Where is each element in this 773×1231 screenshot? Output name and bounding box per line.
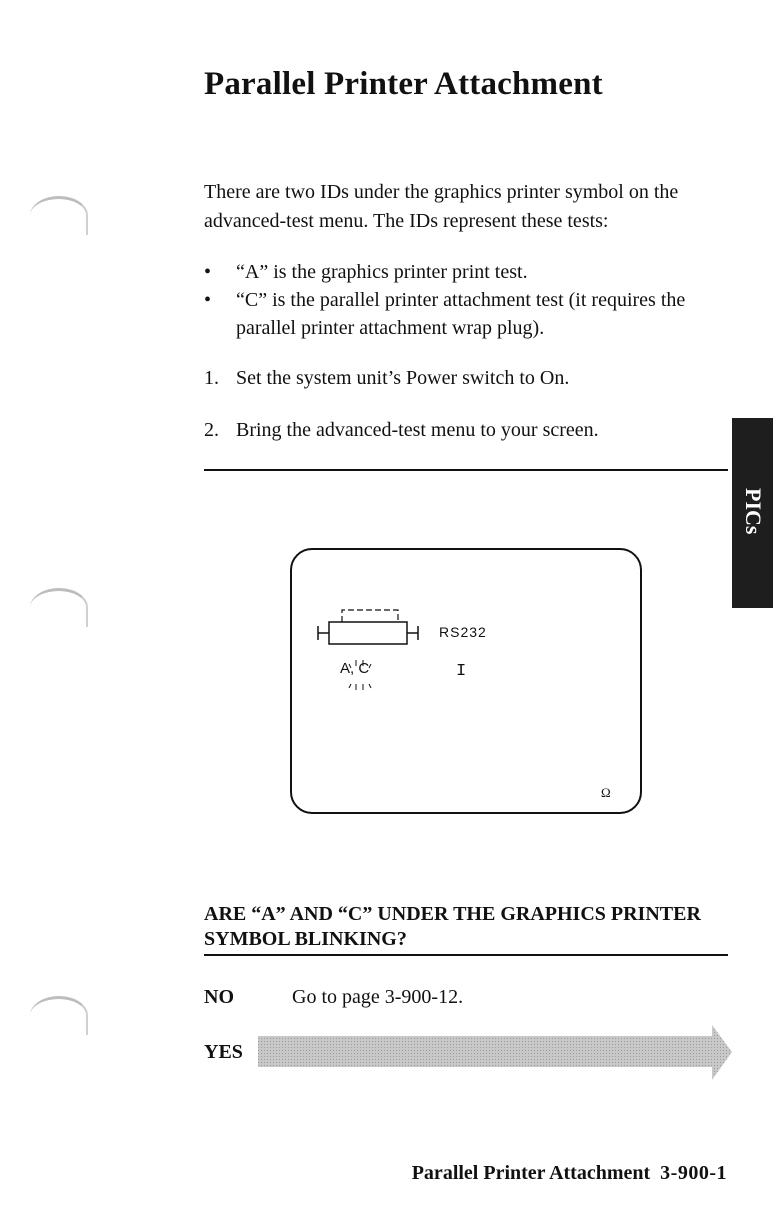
list-item-text: “A” is the graphics printer print test. bbox=[236, 261, 528, 283]
page-title: Parallel Printer Attachment bbox=[204, 66, 603, 102]
section-tab-label: PICs bbox=[741, 488, 766, 535]
printer-ids-text: A, C bbox=[340, 660, 370, 677]
step-number: 1. bbox=[204, 367, 219, 389]
omega-icon: Ω bbox=[601, 785, 611, 800]
footer-title: Parallel Printer Attachment bbox=[411, 1162, 651, 1184]
yes-label: YES bbox=[204, 1041, 243, 1063]
bullet-icon: • bbox=[204, 289, 212, 311]
page-number: 3-900-1 bbox=[660, 1162, 727, 1184]
rs232-id: I bbox=[456, 662, 467, 681]
step-number: 2. bbox=[204, 419, 219, 441]
no-label: NO bbox=[204, 986, 234, 1008]
step-text: Set the system unit’s Power switch to On. bbox=[236, 367, 570, 389]
no-action: Go to page 3-900-12. bbox=[292, 986, 464, 1008]
question-heading: ARE “A” AND “C” UNDER THE GRAPHICS PRINTER SYMBOL BLINKING? bbox=[204, 903, 701, 950]
bullet-icon: • bbox=[204, 261, 212, 283]
rs232-label: RS232 bbox=[439, 624, 487, 640]
list-item-text: “C” is the parallel printer attachment test (it requires the parallel printer attachment wrap plug). bbox=[236, 289, 686, 339]
page-footer bbox=[412, 1162, 727, 1185]
intro-paragraph: There are two IDs under the graphics printer symbol on the advanced-test menu. The IDs represent these tests: bbox=[204, 181, 679, 232]
step-text: Bring the advanced-test menu to your screen. bbox=[236, 419, 599, 441]
